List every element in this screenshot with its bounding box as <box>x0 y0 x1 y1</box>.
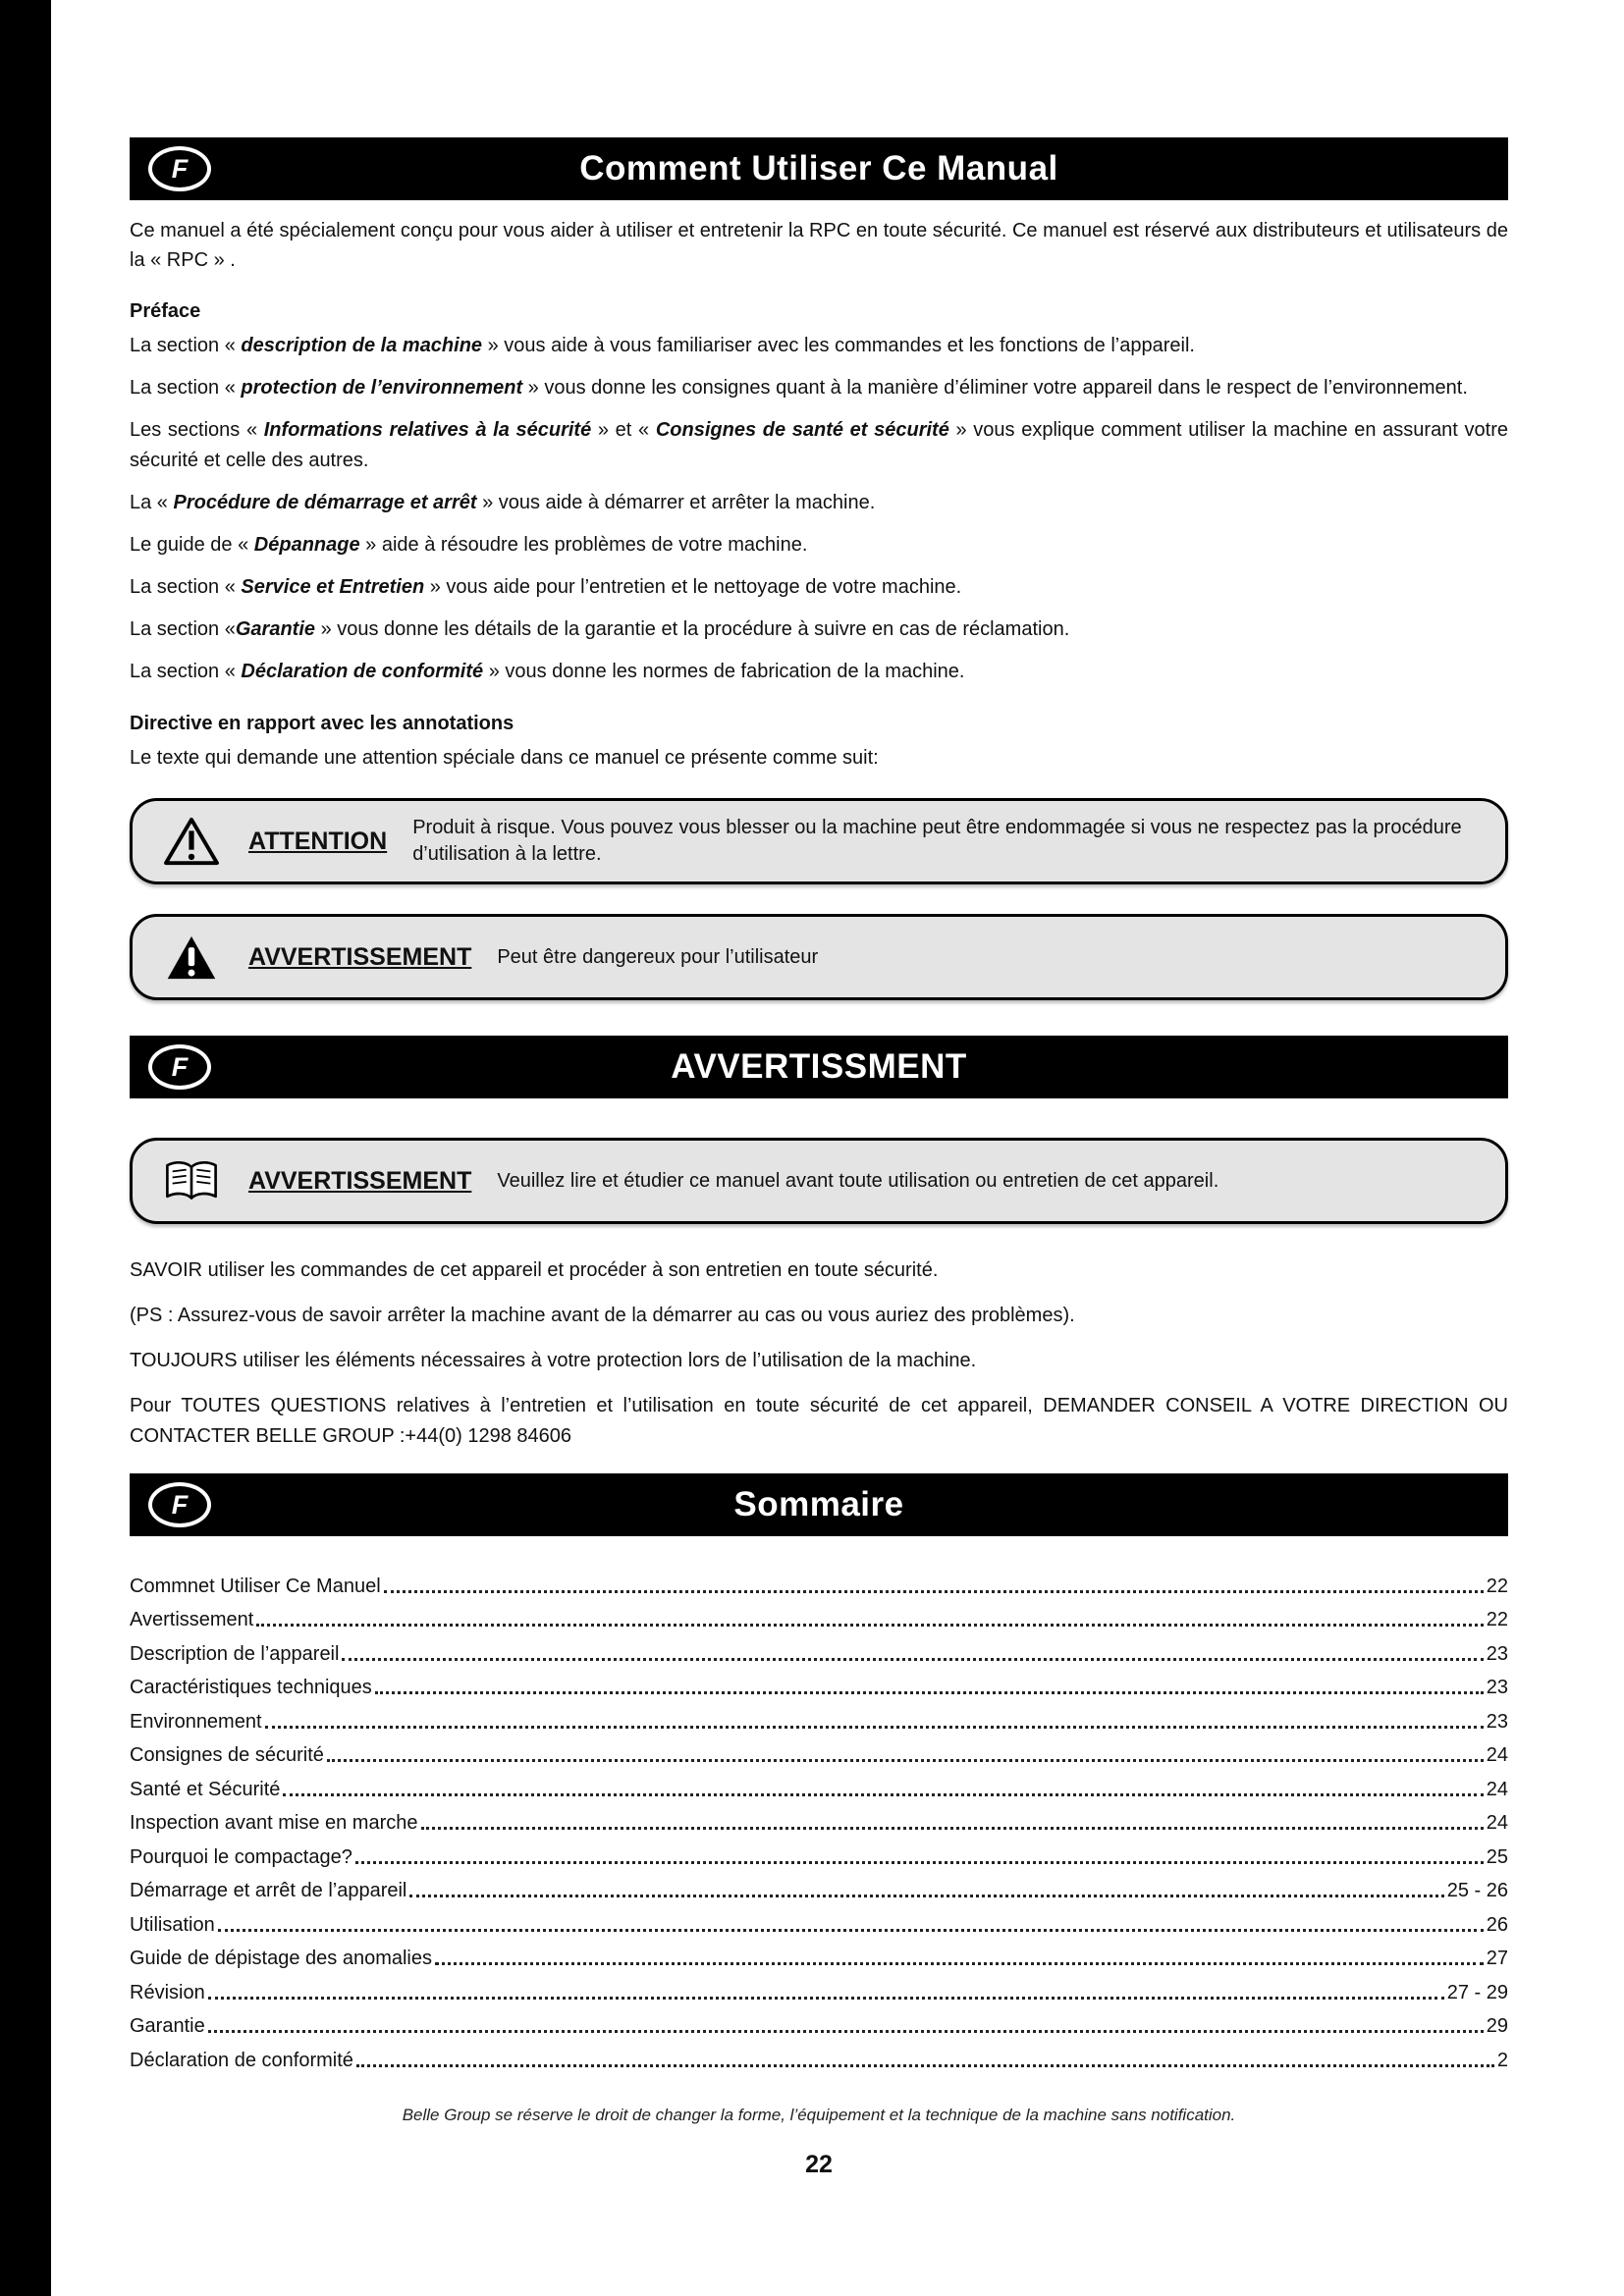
toc-entry-page: 26 <box>1486 1913 1508 1936</box>
preface-line: Les sections « Informations relatives à la sécurité » et « Consignes de santé et sécurité » vous explique comment utiliser la machine en assurant votre sécurité et celle des autres. <box>130 419 1508 471</box>
toc-row <box>130 1598 1508 1632</box>
toc-row <box>130 1631 1508 1666</box>
language-badge-f-icon <box>137 1036 222 1098</box>
read-manual-box <box>130 1138 1508 1224</box>
preface-line: La section « protection de l’environnement » vous donne les consignes quant à la manière d’éliminer votre appareil dans le respect de l’environnement. <box>130 377 1468 399</box>
page-content <box>130 0 1508 2179</box>
toc-entry-page: 24 <box>1486 1778 1508 1800</box>
toc-leader-dots <box>208 2030 1484 2033</box>
intro-paragraph: Ce manuel a été spécialement conçu pour vous aider à utiliser et entretenir la RPC en toute sécurité. Ce manuel est réservé aux distributeurs et utilisateurs de la « RPC » . <box>130 220 1508 271</box>
toc-row <box>130 1666 1508 1700</box>
toc-leader-dots <box>327 1759 1484 1762</box>
badge-letter: F <box>171 153 189 184</box>
danger-warning-box <box>130 914 1508 1000</box>
toc-entry-page: 23 <box>1486 1677 1508 1698</box>
toc-entry-label: Commnet Utiliser Ce Manuel <box>130 1575 381 1597</box>
section-title-sommaire: Sommaire <box>733 1485 904 1523</box>
toc-entry-page: 22 <box>1486 1609 1508 1630</box>
toc-row <box>130 1699 1508 1734</box>
toc-leader-dots <box>342 1658 1483 1661</box>
f-oval-icon <box>148 146 211 191</box>
attention-warning-box <box>130 798 1508 884</box>
toc-entry-page: 25 - 26 <box>1446 1880 1508 1901</box>
safety-line: Pour TOUTES QUESTIONS relatives à l’entretien et l’utilisation en toute sécurité de cet appareil, DEMANDER CONSEIL A VOTRE DIRECTION OU CONTACTER BELLE GROUP :+44(0) 1298 84606 <box>130 1395 1508 1447</box>
toc-entry-label: Démarrage et arrêt de l’appareil <box>130 1880 407 1901</box>
toc-entry-label: Santé et Sécurité <box>130 1778 281 1800</box>
safety-line: (PS : Assurez-vous de savoir arrêter la machine avant de la démarrer au cas ou vous auriez des problèmes). <box>130 1305 1075 1326</box>
toc-row <box>130 1937 1508 1971</box>
read-manual-text: Veuillez lire et étudier ce manuel avant toute utilisation ou entretien de cet appareil. <box>497 1169 1219 1192</box>
header-bar-how-to-use <box>130 137 1508 200</box>
toc-entry-page: 27 <box>1486 1948 1508 1969</box>
toc-entry-page: 23 <box>1486 1710 1508 1733</box>
toc-entry-page: 27 - 29 <box>1446 1981 1508 2003</box>
toc-leader-dots <box>218 1929 1484 1932</box>
toc-leader-dots <box>375 1691 1484 1694</box>
toc-row <box>130 1801 1508 1836</box>
table-of-contents <box>130 1564 1508 2072</box>
directive-text: Le texte qui demande une attention spéciale dans ce manuel ce présente comme suit: <box>130 747 879 769</box>
toc-leader-dots <box>409 1895 1443 1897</box>
toc-entry-page: 29 <box>1486 2015 1508 2037</box>
open-book-icon <box>160 1159 223 1202</box>
section-title-how-to-use: Comment Utiliser Ce Manual <box>579 149 1058 187</box>
badge-letter: F <box>171 1489 189 1520</box>
attention-label: ATTENTION <box>248 827 388 855</box>
preface-line: La section « Déclaration de conformité » vous donne les normes de fabrication de la machine. <box>130 661 965 682</box>
toc-entry-label: Révision <box>130 1981 205 2003</box>
directive-heading: Directive en rapport avec les annotations <box>130 713 514 734</box>
toc-entry-label: Pourquoi le compactage? <box>130 1845 352 1868</box>
toc-entry-label: Utilisation <box>130 1913 215 1936</box>
toc-row <box>130 1564 1508 1598</box>
toc-entry-label: Description de l’appareil <box>130 1642 340 1665</box>
toc-leader-dots <box>256 1624 1483 1627</box>
toc-entry-label: Inspection avant mise en marche <box>130 1812 418 1834</box>
badge-letter: F <box>171 1051 189 1082</box>
header-bar-warning <box>130 1036 1508 1098</box>
toc-entry-label: Guide de dépistage des anomalies <box>130 1948 432 1969</box>
danger-text: Peut être dangereux pour l’utilisateur <box>497 945 819 968</box>
toc-row <box>130 1734 1508 1768</box>
preface-line: La « Procédure de démarrage et arrêt » vous aide à démarrer et arrêter la machine. <box>130 492 876 513</box>
toc-row <box>130 2004 1508 2039</box>
toc-entry-page: 24 <box>1486 1744 1508 1766</box>
toc-entry-label: Avertissement <box>130 1609 254 1630</box>
preface-line: La section «Garantie » vous donne les détails de la garantie et la procédure à suivre en cas de réclamation. <box>130 618 1070 640</box>
preface-lines <box>130 331 1508 687</box>
toc-row <box>130 1902 1508 1937</box>
toc-leader-dots <box>421 1827 1484 1830</box>
danger-triangle-filled-icon <box>160 934 223 981</box>
preface-heading: Préface <box>130 300 201 322</box>
toc-leader-dots <box>355 1861 1484 1864</box>
footer-disclaimer: Belle Group se réserve le droit de changer la forme, l’équipement et la technique de la machine sans notification. <box>402 2105 1236 2124</box>
safety-instructions <box>130 1255 1508 1452</box>
language-badge-f-icon <box>137 137 222 200</box>
warning-triangle-outline-icon <box>160 816 223 867</box>
scan-edge-bar <box>0 0 51 2296</box>
toc-entry-label: Environnement <box>130 1710 262 1733</box>
header-bar-sommaire <box>130 1473 1508 1536</box>
toc-entry-page: 22 <box>1486 1575 1508 1597</box>
toc-entry-page: 24 <box>1486 1812 1508 1834</box>
preface-line: La section « description de la machine » vous aide à vous familiariser avec les commandes et les fonctions de l’appareil. <box>130 335 1195 356</box>
toc-entry-label: Garantie <box>130 2015 205 2037</box>
page-number: 22 <box>805 2150 833 2178</box>
read-manual-label: AVVERTISSEMENT <box>248 1166 472 1195</box>
toc-entry-page: 25 <box>1486 1845 1508 1868</box>
f-oval-icon <box>148 1482 211 1527</box>
toc-leader-dots <box>356 2064 1494 2067</box>
toc-entry-label: Consignes de sécurité <box>130 1744 324 1766</box>
toc-row <box>130 1970 1508 2004</box>
toc-leader-dots <box>384 1590 1484 1593</box>
toc-entry-page: 2 <box>1496 2049 1508 2071</box>
section-title-warning: AVVERTISSMENT <box>671 1047 967 1086</box>
toc-leader-dots <box>208 1997 1444 2000</box>
danger-label: AVVERTISSEMENT <box>248 942 472 971</box>
toc-leader-dots <box>283 1793 1483 1796</box>
toc-row <box>130 1869 1508 1903</box>
preface-line: La section « Service et Entretien » vous aide pour l’entretien et le nettoyage de votre machine. <box>130 576 962 598</box>
toc-row <box>130 2038 1508 2072</box>
attention-text: Produit à risque. Vous pouvez vous blesser ou la machine peut être endommagée si vous ne respectez pas la procédure d’utilisation à la lettre. <box>412 817 1462 865</box>
toc-entry-label: Déclaration de conformité <box>130 2049 353 2071</box>
toc-leader-dots <box>435 1962 1484 1965</box>
language-badge-f-icon <box>137 1473 222 1536</box>
safety-line: SAVOIR utiliser les commandes de cet appareil et procéder à son entretien en toute sécurité. <box>130 1259 939 1281</box>
toc-row <box>130 1835 1508 1869</box>
toc-leader-dots <box>265 1726 1484 1729</box>
safety-line: TOUJOURS utiliser les éléments nécessaires à votre protection lors de l’utilisation de la machine. <box>130 1350 977 1371</box>
f-oval-icon <box>148 1044 211 1090</box>
toc-entry-label: Caractéristiques techniques <box>130 1677 372 1698</box>
toc-row <box>130 1767 1508 1801</box>
toc-entry-page: 23 <box>1486 1642 1508 1665</box>
preface-line: Le guide de « Dépannage » aide à résoudre les problèmes de votre machine. <box>130 534 808 556</box>
